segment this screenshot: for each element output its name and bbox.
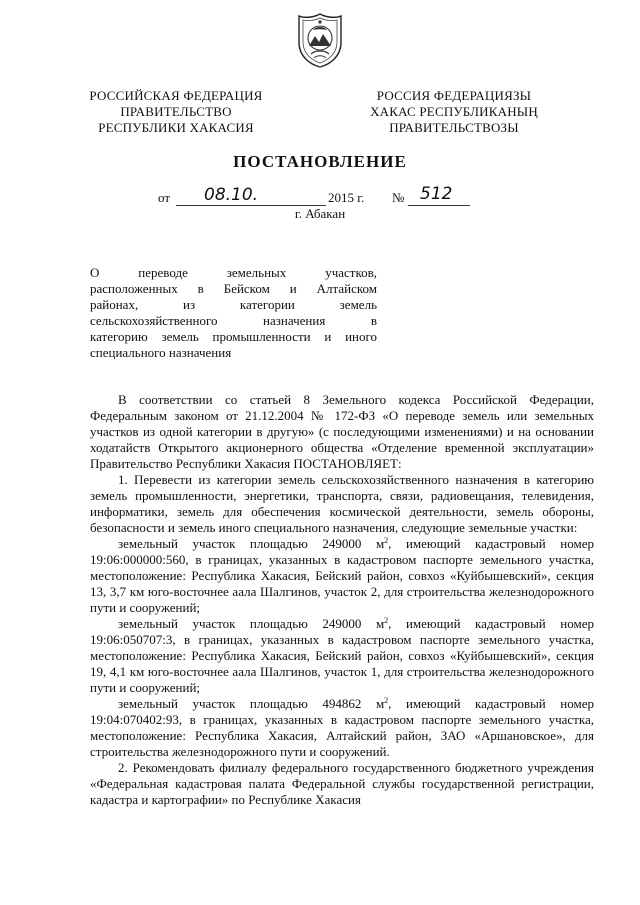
header-right-block bbox=[364, 88, 544, 136]
plot-3-text-end: , имеющий кадастровый номер 19:04:070402:93, в границах, указанных в кадастровом паспорте земельного участка, местоположение: Республика Хакасия, Алтайский район, ЗАО «Аршановское», для строительства железнодорожного пути и сооружений. bbox=[90, 696, 594, 759]
header-left-line-3: РЕСПУБЛИКИ ХАКАСИЯ bbox=[98, 120, 254, 135]
plot-1-paragraph bbox=[90, 536, 594, 616]
plot-1-text-end: , имеющий кадастровый номер 19:06:000000:560, в границах, указанных в кадастровом паспорте земельного участка, местоположение: Республика Хакасия, Бейский район, совхоз «Куйбышевский», секция 13, 3,7 км юго-восточнее аала Шалгинов, участок 2, для строительства железнодорожного пути и сооружений; bbox=[90, 536, 594, 615]
plot-2-unit-superscript: 2 bbox=[384, 616, 389, 625]
header-right-line-3: ПРАВИТЕЛЬСТВОЗЫ bbox=[389, 120, 519, 135]
header-right-line-2: ХАКАС РЕСПУБЛИКАНЫҢ bbox=[370, 104, 538, 119]
city-name: г. Абакан bbox=[294, 206, 346, 221]
header-left-line-2: ПРАВИТЕЛЬСТВО bbox=[120, 104, 232, 119]
plot-1-text-start: земельный участок площадью 249000 м bbox=[118, 536, 385, 551]
document-title: ПОСТАНОВЛЕНИЕ bbox=[233, 152, 407, 171]
coat-of-arms-emblem bbox=[297, 12, 343, 68]
number-sign: № bbox=[392, 190, 405, 205]
item-1-paragraph: 1. Перевести из категории земель сельскохозяйственного назначения в категорию земель промышленности, энергетики, транспорта, связи, радиовещания, телевидения, информатики, земель для обеспечения космической деятельности, земель обороны, безопасности и земель иного специального назначения, следующие земельные участки: bbox=[90, 472, 594, 535]
plot-3-paragraph bbox=[90, 696, 594, 760]
subject-line-3: районах, из категории земель bbox=[90, 297, 377, 312]
item-2-paragraph: 2. Рекомендовать филиалу федерального государственного бюджетного учреждения «Федеральная кадастровая палата Федеральной службы государственной регистрации, кадастра и картографии» по Республике Хакасия bbox=[90, 760, 594, 807]
subject-line-4: сельскохозяйственного назначения в bbox=[90, 313, 377, 328]
handwritten-number: 512 bbox=[420, 184, 453, 204]
intro-paragraph: В соответствии со статьей 8 Земельного кодекса Российской Федерации, Федеральным законом от 21.12.2004 № 172-ФЗ «О переводе земель или земельных участков из одной категории в другую» (с последующими изменениями) и на основании ходатайств Открытого акционерного общества «Отделение временной эксплуатации» Правительство Республики Хакасия ПОСТАНОВЛЯЕТ: bbox=[90, 392, 594, 471]
subject-block bbox=[90, 265, 377, 361]
plot-2-text-start: земельный участок площадью 249000 м bbox=[118, 616, 385, 631]
header-left-block bbox=[86, 88, 266, 136]
plot-2-paragraph bbox=[90, 616, 594, 696]
date-year: 2015 г. bbox=[328, 190, 365, 205]
subject-line-6: специального назначения bbox=[90, 345, 232, 360]
header-left-line-1: РОССИЙСКАЯ ФЕДЕРАЦИЯ bbox=[89, 88, 263, 103]
plot-1-unit-superscript: 2 bbox=[384, 536, 389, 545]
plot-2-text-end: , имеющий кадастровый номер 19:06:050707:3, в границах, указанных в кадастровом паспорте земельного участка, местоположение: Республика Хакасия, Бейский район, совхоз «Куйбышевский», секция 19, 4,1 км юго-восточнее аала Шалгинов, участок 1, для строительства железнодорожного пути и сооружений; bbox=[90, 616, 594, 695]
document-body bbox=[90, 392, 594, 808]
subject-line-2: расположенных в Бейском и Алтайском bbox=[90, 281, 377, 296]
handwritten-date: 08.10. bbox=[204, 185, 259, 205]
plot-3-text-start: земельный участок площадью 494862 м bbox=[118, 696, 385, 711]
header-right-line-1: РОССИЯ ФЕДЕРАЦИЯЗЫ bbox=[376, 88, 532, 103]
subject-line-5: категорию земель промышленности и иного bbox=[90, 329, 377, 344]
subject-line-1: О переводе земельных участков, bbox=[90, 265, 377, 280]
date-prefix: от bbox=[158, 190, 171, 205]
plot-3-unit-superscript: 2 bbox=[384, 696, 389, 705]
